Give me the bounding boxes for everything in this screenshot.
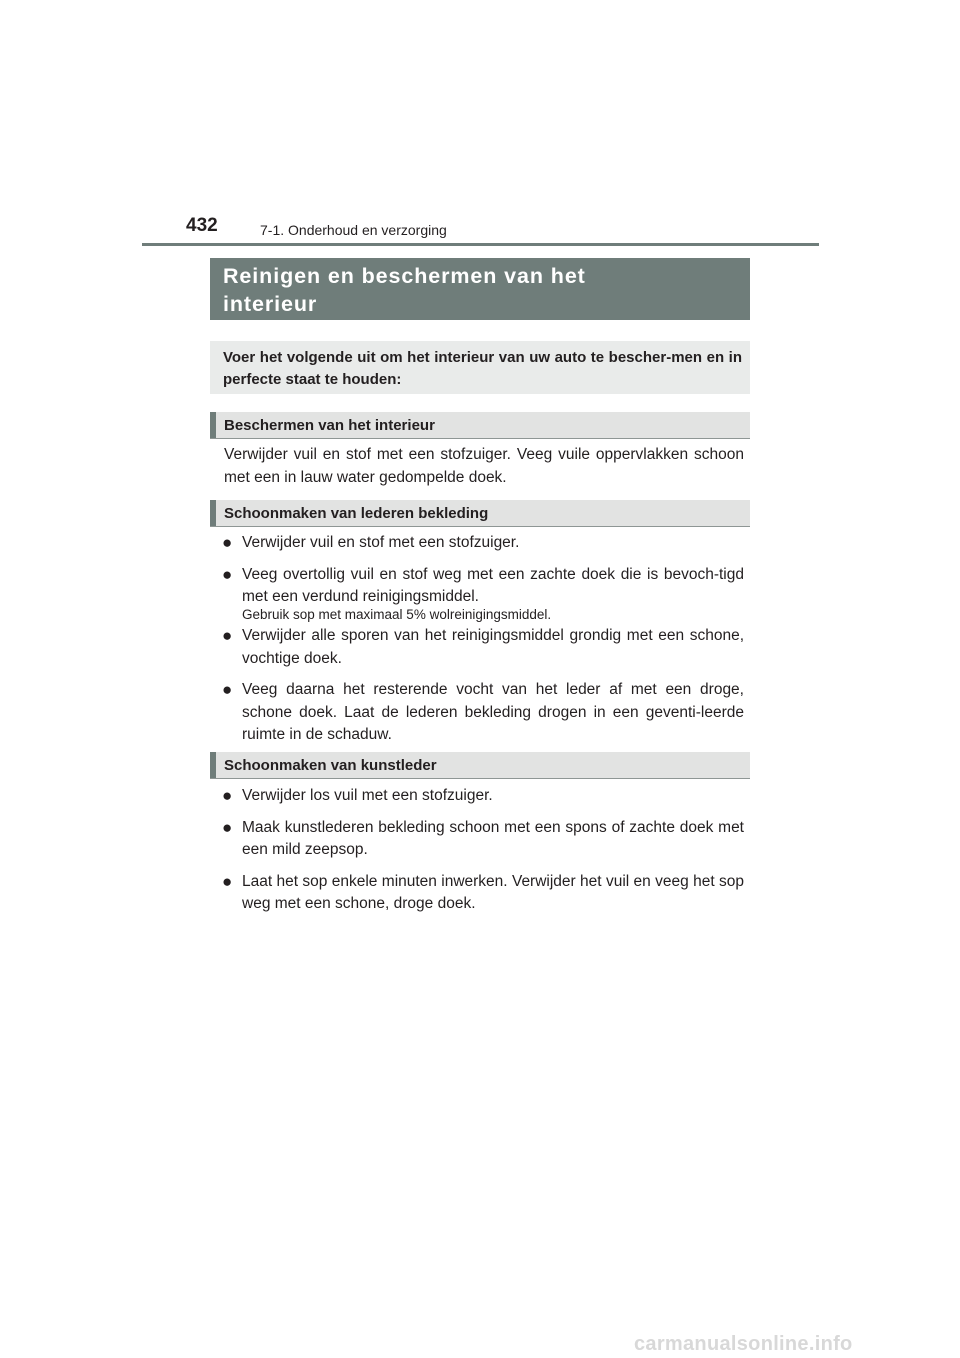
bullet-icon: ● — [222, 817, 233, 837]
list-item — [222, 564, 744, 609]
leather-bullet-list-b — [222, 625, 744, 747]
list-item-text: Verwijder vuil en stof met een stofzuiger. — [242, 534, 520, 551]
bullet-icon: ● — [222, 564, 233, 584]
section-heading-leather — [210, 500, 750, 527]
bullet-icon: ● — [222, 786, 233, 805]
list-item — [222, 785, 744, 808]
list-item — [222, 817, 744, 862]
bullet-icon: ● — [222, 680, 233, 699]
page-title-line-2: interieur — [223, 292, 318, 316]
section-heading-label: Schoonmaken van lederen bekleding — [224, 505, 489, 522]
list-item-text: Maak kunstlederen bekleding schoon met een spons of zachte doek met een mild zeepsop. — [242, 818, 744, 858]
bullet-icon: ● — [222, 626, 233, 645]
page-number: 432 — [186, 215, 218, 236]
section-heading-synthetic-leather — [210, 752, 750, 779]
list-item-text: Verwijder alle sporen van het reinigingsmiddel grondig met een schone, vochtige doek. — [242, 627, 744, 667]
synthetic-leather-bullet-list — [222, 785, 744, 916]
bullet-icon: ● — [222, 533, 233, 552]
watermark: carmanualsonline.info — [634, 1333, 853, 1355]
list-item-text: Veeg overtollig vuil en stof weg met een zachte doek die is bevoch-tigd met een verdund reinigingsmiddel. — [242, 565, 744, 605]
list-item — [222, 532, 744, 555]
leather-bullet-list-a — [222, 532, 744, 609]
bullet-icon: ● — [222, 871, 233, 891]
page-title-line-1: Reinigen en beschermen van het — [223, 264, 586, 288]
section-heading-label: Beschermen van het interieur — [224, 417, 435, 434]
section-body-text: Verwijder vuil en stof met een stofzuiger. Veeg vuile oppervlakken schoon met een in lauw water gedompelde doek. — [224, 446, 744, 486]
list-item — [222, 679, 744, 747]
title-bar — [210, 258, 750, 320]
section-heading-protect-interior — [210, 412, 750, 439]
header-rule — [142, 243, 819, 246]
list-item-text: Verwijder los vuil met een stofzuiger. — [242, 787, 493, 804]
leather-note: Gebruik sop met maximaal 5% wolreinigingsmiddel. — [242, 607, 552, 622]
list-item-text: Veeg daarna het resterende vocht van het leder af met een droge, schone doek. Laat de lederen bekleding drogen in een geventi-leerde ruimte in de schaduw. — [242, 681, 744, 743]
section-heading-label: Schoonmaken van kunstleder — [224, 757, 437, 774]
section-accent — [210, 500, 216, 526]
list-item — [222, 871, 744, 916]
intro-text: Voer het volgende uit om het interieur van uw auto te bescher-men en in perfecte staat te houden: — [223, 349, 742, 388]
list-item-text: Laat het sop enkele minuten inwerken. Verwijder het vuil en veeg het sop weg met een schone, droge doek. — [242, 872, 744, 912]
running-header: 7-1. Onderhoud en verzorging — [260, 222, 447, 238]
page-title — [223, 262, 750, 318]
list-item — [222, 625, 744, 670]
section-accent — [210, 752, 216, 778]
intro-box — [210, 341, 750, 394]
section-accent — [210, 412, 216, 438]
